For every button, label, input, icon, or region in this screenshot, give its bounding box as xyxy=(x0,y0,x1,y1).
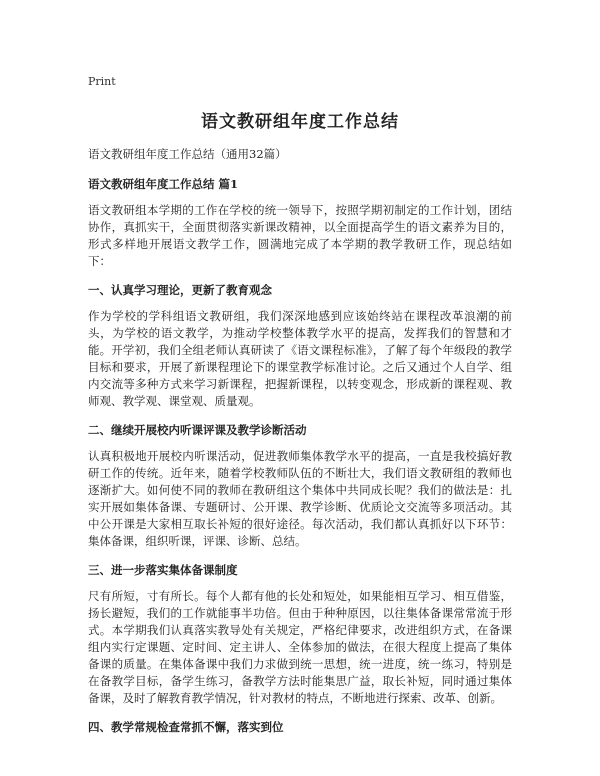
print-link[interactable]: Print xyxy=(88,75,116,88)
document-subtitle: 语文教研组年度工作总结（通用32篇） xyxy=(88,147,287,161)
section-heading-1: 一、认真学习理论，更新了教育观念 xyxy=(88,283,272,297)
section-paragraph-2: 认真积极地开展校内听课活动，促进教师集体教学水平的提高，一直是我校搞好教研工作的传统。近年来，随着学校教师队伍的不断壮大，我们语文教研组的教师也逐渐扩大。如何使不同的教师在教研组这个集体中共同成长呢？我们的做法是：扎实开展如集体备课、专题研讨、公开课、教学诊断、优质论文交流等多项活动。其中公开课是大家相互取长补短的很好途径。每次活动，我们都认真抓好以下环节：集体备课，组织听课，评课、诊断、总结。 xyxy=(88,449,512,548)
section-paragraph-3: 尺有所短，寸有所长。每个人都有他的长处和短处，如果能相互学习、相互借鉴，扬长避短，我们的工作就能事半功倍。但由于种种原因，以往集体备课常常流于形式。本学期我们认真落实教导处有关规定，严格纪律要求，改进组织方式，在备课组内实行定课题、定时间、定主讲人、全体参加的做法，在很大程度上提高了集体备课的质量。在集体备课中我们力求做到统一思想，统一进度，统一练习，特别是在备教学目标，备学生练习，备教学方法时能集思广益，取长补短，同时通过集体备课，及时了解教育教学情况，针对教材的特点，不断地进行探索、改革、创新。 xyxy=(88,589,512,705)
section-paragraph-1: 作为学校的学科组语文教研组，我们深深地感到应该始终站在课程改革浪潮的前头，为学校的语文教学，为推动学校整体教学水平的提高，发挥我们的智慧和才能。开学初，我们全组老师认真研读了《语文课程标准》，了解了每个年级段的教学目标和要求，开展了新课程理论下的课堂教学标准讨论。之后又通过个人自学、组内交流等多种方式来学习新课程，把握新课程，以转变观念，形成新的课程观、教师观、教学观、课堂观、质量观。 xyxy=(88,309,512,408)
section-heading-2: 二、继续开展校内听课评课及教学诊断活动 xyxy=(88,423,307,437)
document-title: 语文教研组年度工作总结 xyxy=(201,112,399,132)
article-heading: 语文教研组年度工作总结 篇1 xyxy=(88,177,239,191)
intro-paragraph: 语文教研组本学期的工作在学校的统一领导下，按照学期初制定的工作计划，团结协作，真抓实干，全面贯彻落实新课改精神，以全面提高学生的语文素养为目的，形式多样地开展语文教学工作，圆满地完成了本学期的教学教研工作，现总结如下： xyxy=(88,203,512,268)
section-heading-4: 四、教学常规检查常抓不懈，落实到位 xyxy=(88,720,284,734)
section-heading-3: 三、进一步落实集体备课制度 xyxy=(88,563,238,577)
